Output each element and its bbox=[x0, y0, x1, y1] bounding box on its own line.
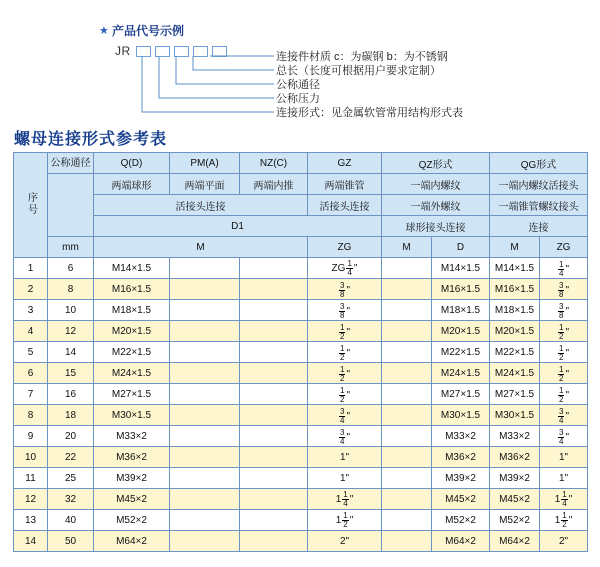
cell-m-q: M30×1.5 bbox=[94, 405, 170, 426]
cell-qz-d: M14×1.5 bbox=[432, 258, 490, 279]
product-code-legend bbox=[0, 0, 600, 120]
cell-qz-d: M36×2 bbox=[432, 447, 490, 468]
cell-m-nz bbox=[240, 510, 308, 531]
cell-zg-gz: 1 $\frac{1}{2}$ " bbox=[308, 510, 382, 531]
cell-m-pm bbox=[170, 258, 240, 279]
cell-qg-m: M20×1.5 bbox=[490, 321, 540, 342]
cell-m-pm bbox=[170, 342, 240, 363]
header-group-desc-4: 一端内螺纹 bbox=[382, 174, 490, 195]
cell-qg-m: M36×2 bbox=[490, 447, 540, 468]
cell-seq: 9 bbox=[14, 426, 48, 447]
cell-qz-m bbox=[382, 300, 432, 321]
header-group-desc-3: 两端锥管 bbox=[308, 174, 382, 195]
legend-item-length: 总长（长度可根据用户要求定制） bbox=[276, 65, 441, 77]
cell-seq: 7 bbox=[14, 384, 48, 405]
header-seq: 序号 bbox=[14, 153, 48, 258]
cell-m-pm bbox=[170, 300, 240, 321]
cell-m-pm bbox=[170, 384, 240, 405]
cell-seq: 11 bbox=[14, 468, 48, 489]
table-row bbox=[14, 363, 588, 384]
cell-m-q: M33×2 bbox=[94, 426, 170, 447]
header-group-desc-1: 两端平面 bbox=[170, 174, 240, 195]
header-unit-m3: M bbox=[490, 237, 540, 258]
header-dn-blank bbox=[48, 174, 94, 237]
cell-qg-m: M64×2 bbox=[490, 531, 540, 552]
cell-m-nz bbox=[240, 447, 308, 468]
cell-qz-m bbox=[382, 489, 432, 510]
cell-qz-m bbox=[382, 258, 432, 279]
cell-dn: 8 bbox=[48, 279, 94, 300]
cell-m-pm bbox=[170, 426, 240, 447]
cell-zg-gz: $\frac{3}{8}$ " bbox=[308, 300, 382, 321]
cell-m-q: M27×1.5 bbox=[94, 384, 170, 405]
table-row bbox=[14, 279, 588, 300]
header-unit-zg1: ZG bbox=[308, 237, 382, 258]
product-code-prefix: JR bbox=[115, 44, 131, 58]
cell-zg-gz: $\frac{1}{2}$ " bbox=[308, 342, 382, 363]
cell-m-nz bbox=[240, 468, 308, 489]
table-row bbox=[14, 447, 588, 468]
cell-dn: 14 bbox=[48, 342, 94, 363]
cell-qg-zg: $\frac{1}{2}$ " bbox=[540, 363, 588, 384]
header-connection: 连接 bbox=[490, 216, 588, 237]
table-row bbox=[14, 300, 588, 321]
header-group-desc-2: 两端内推 bbox=[240, 174, 308, 195]
cell-zg-gz: $\frac{3}{8}$ " bbox=[308, 279, 382, 300]
table-header-row-d1 bbox=[14, 216, 588, 237]
cell-dn: 20 bbox=[48, 426, 94, 447]
cell-qz-m bbox=[382, 510, 432, 531]
cell-m-pm bbox=[170, 405, 240, 426]
table-row bbox=[14, 405, 588, 426]
table-row bbox=[14, 510, 588, 531]
cell-zg-gz: $\frac{3}{4}$ " bbox=[308, 426, 382, 447]
cell-seq: 10 bbox=[14, 447, 48, 468]
table-row bbox=[14, 489, 588, 510]
cell-qz-d: M45×2 bbox=[432, 489, 490, 510]
cell-m-pm bbox=[170, 489, 240, 510]
cell-zg-gz: 1" bbox=[308, 468, 382, 489]
cell-qz-m bbox=[382, 363, 432, 384]
cell-qg-m: M45×2 bbox=[490, 489, 540, 510]
cell-qg-zg: 1" bbox=[540, 468, 588, 489]
cell-zg-gz: 2" bbox=[308, 531, 382, 552]
cell-m-nz bbox=[240, 363, 308, 384]
cell-qg-m: M33×2 bbox=[490, 426, 540, 447]
cell-qg-m: M22×1.5 bbox=[490, 342, 540, 363]
cell-m-q: M64×2 bbox=[94, 531, 170, 552]
cell-qz-m bbox=[382, 426, 432, 447]
table-header-row-desc bbox=[14, 174, 588, 195]
cell-zg-gz: $\frac{1}{2}$ " bbox=[308, 384, 382, 405]
cell-qz-d: M20×1.5 bbox=[432, 321, 490, 342]
cell-m-pm bbox=[170, 510, 240, 531]
cell-qz-m bbox=[382, 468, 432, 489]
page-title: 螺母连接形式参考表 bbox=[14, 131, 168, 148]
cell-qz-d: M30×1.5 bbox=[432, 405, 490, 426]
cell-qg-m: M52×2 bbox=[490, 510, 540, 531]
cell-qg-zg: 1 $\frac{1}{2}$ " bbox=[540, 510, 588, 531]
cell-dn: 32 bbox=[48, 489, 94, 510]
cell-dn: 40 bbox=[48, 510, 94, 531]
header-group-code-4: QZ形式 bbox=[382, 153, 490, 174]
cell-qg-m: M16×1.5 bbox=[490, 279, 540, 300]
cell-qz-d: M16×1.5 bbox=[432, 279, 490, 300]
cell-dn: 16 bbox=[48, 384, 94, 405]
header-conn-external-thread: 一端外螺纹 bbox=[382, 195, 490, 216]
cell-m-nz bbox=[240, 321, 308, 342]
cell-qg-zg: $\frac{3}{4}$ " bbox=[540, 426, 588, 447]
cell-dn: 50 bbox=[48, 531, 94, 552]
cell-dn: 10 bbox=[48, 300, 94, 321]
table-row bbox=[14, 321, 588, 342]
cell-m-q: M22×1.5 bbox=[94, 342, 170, 363]
cell-m-nz bbox=[240, 300, 308, 321]
table-row bbox=[14, 531, 588, 552]
table-header-row-connection bbox=[14, 195, 588, 216]
cell-zg-gz: $\frac{3}{4}$ " bbox=[308, 405, 382, 426]
cell-seq: 6 bbox=[14, 363, 48, 384]
cell-m-q: M16×1.5 bbox=[94, 279, 170, 300]
header-group-code-1: PM(A) bbox=[170, 153, 240, 174]
cell-qz-m bbox=[382, 279, 432, 300]
header-conn-taper-joint: 一端锥管螺纹接头 bbox=[490, 195, 588, 216]
cell-m-nz bbox=[240, 384, 308, 405]
cell-m-pm bbox=[170, 468, 240, 489]
cell-qg-zg: 1" bbox=[540, 447, 588, 468]
cell-dn: 25 bbox=[48, 468, 94, 489]
legend-item-material: 连接件材质 c：为碳钢 b：为不锈钢 bbox=[276, 51, 448, 63]
cell-qz-d: M24×1.5 bbox=[432, 363, 490, 384]
cell-qg-m: M18×1.5 bbox=[490, 300, 540, 321]
cell-m-q: M20×1.5 bbox=[94, 321, 170, 342]
cell-m-pm bbox=[170, 363, 240, 384]
cell-seq: 3 bbox=[14, 300, 48, 321]
header-group-code-3: GZ bbox=[308, 153, 382, 174]
legend-title: 产品代号示例 bbox=[112, 24, 185, 38]
cell-m-nz bbox=[240, 279, 308, 300]
cell-qz-d: M27×1.5 bbox=[432, 384, 490, 405]
cell-m-q: M52×2 bbox=[94, 510, 170, 531]
cell-qz-d: M64×2 bbox=[432, 531, 490, 552]
cell-qg-zg: $\frac{3}{8}$ " bbox=[540, 279, 588, 300]
cell-m-nz bbox=[240, 405, 308, 426]
cell-qg-zg: 2" bbox=[540, 531, 588, 552]
cell-qg-zg: $\frac{1}{4}$ " bbox=[540, 258, 588, 279]
cell-m-nz bbox=[240, 531, 308, 552]
cell-dn: 12 bbox=[48, 321, 94, 342]
cell-dn: 22 bbox=[48, 447, 94, 468]
table-header-row-units bbox=[14, 237, 588, 258]
cell-seq: 14 bbox=[14, 531, 48, 552]
nut-connection-spec-table bbox=[13, 152, 588, 552]
header-group-code-0: Q(D) bbox=[94, 153, 170, 174]
cell-seq: 8 bbox=[14, 405, 48, 426]
spec-table-wrapper bbox=[13, 152, 587, 552]
legend-item-nominal-pressure: 公称压力 bbox=[276, 93, 320, 105]
cell-qz-d: M33×2 bbox=[432, 426, 490, 447]
cell-m-q: M14×1.5 bbox=[94, 258, 170, 279]
table-row bbox=[14, 342, 588, 363]
cell-qg-zg: $\frac{1}{2}$ " bbox=[540, 384, 588, 405]
cell-dn: 18 bbox=[48, 405, 94, 426]
cell-qg-m: M27×1.5 bbox=[490, 384, 540, 405]
cell-m-nz bbox=[240, 426, 308, 447]
cell-m-q: M45×2 bbox=[94, 489, 170, 510]
cell-qg-m: M30×1.5 bbox=[490, 405, 540, 426]
cell-zg-gz: $\frac{1}{2}$ " bbox=[308, 363, 382, 384]
cell-qg-m: M24×1.5 bbox=[490, 363, 540, 384]
cell-qz-m bbox=[382, 405, 432, 426]
cell-qg-zg: $\frac{3}{4}$ " bbox=[540, 405, 588, 426]
cell-qg-zg: 1 $\frac{1}{4}$ " bbox=[540, 489, 588, 510]
cell-seq: 13 bbox=[14, 510, 48, 531]
cell-zg-gz: 1" bbox=[308, 447, 382, 468]
table-row bbox=[14, 426, 588, 447]
cell-qg-zg: $\frac{1}{2}$ " bbox=[540, 321, 588, 342]
cell-dn: 15 bbox=[48, 363, 94, 384]
header-unit-mm: mm bbox=[48, 237, 94, 258]
cell-seq: 4 bbox=[14, 321, 48, 342]
legend-item-connection-type: 连接形式：见金属软管常用结构形式表 bbox=[276, 107, 463, 119]
header-unit-m1: M bbox=[94, 237, 308, 258]
cell-zg-gz: 1 $\frac{1}{4}$ " bbox=[308, 489, 382, 510]
star-icon: ★ bbox=[99, 25, 109, 37]
cell-m-nz bbox=[240, 342, 308, 363]
header-unit-zg2: ZG bbox=[540, 237, 588, 258]
table-row bbox=[14, 468, 588, 489]
cell-m-q: M18×1.5 bbox=[94, 300, 170, 321]
cell-qz-m bbox=[382, 384, 432, 405]
cell-m-pm bbox=[170, 531, 240, 552]
header-group-code-5: QG形式 bbox=[490, 153, 588, 174]
header-group-desc-5: 一端内螺纹活接头 bbox=[490, 174, 588, 195]
header-group-desc-0: 两端球形 bbox=[94, 174, 170, 195]
cell-m-q: M24×1.5 bbox=[94, 363, 170, 384]
legend-item-list bbox=[276, 50, 463, 120]
header-group-code-2: NZ(C) bbox=[240, 153, 308, 174]
cell-zg-gz: $\frac{1}{2}$ " bbox=[308, 321, 382, 342]
cell-qg-m: M39×2 bbox=[490, 468, 540, 489]
cell-m-q: M36×2 bbox=[94, 447, 170, 468]
header-unit-m2: M bbox=[382, 237, 432, 258]
header-conn-union-a: 活接头连接 bbox=[94, 195, 308, 216]
cell-m-pm bbox=[170, 321, 240, 342]
cell-m-nz bbox=[240, 489, 308, 510]
table-row bbox=[14, 384, 588, 405]
cell-qz-m bbox=[382, 531, 432, 552]
table-header-row-codes bbox=[14, 153, 588, 174]
cell-qg-m: M14×1.5 bbox=[490, 258, 540, 279]
cell-dn: 6 bbox=[48, 258, 94, 279]
header-d1: D1 bbox=[94, 216, 382, 237]
cell-m-pm bbox=[170, 447, 240, 468]
cell-m-nz bbox=[240, 258, 308, 279]
cell-seq: 1 bbox=[14, 258, 48, 279]
header-unit-d: D bbox=[432, 237, 490, 258]
cell-qz-m bbox=[382, 447, 432, 468]
cell-qz-d: M52×2 bbox=[432, 510, 490, 531]
header-dn-label: 公称通径 bbox=[48, 153, 94, 174]
header-conn-union-b: 活接头连接 bbox=[308, 195, 382, 216]
header-ball-joint: 球形接头连接 bbox=[382, 216, 490, 237]
cell-seq: 12 bbox=[14, 489, 48, 510]
cell-qz-d: M22×1.5 bbox=[432, 342, 490, 363]
cell-zg-gz: ZG $\frac{1}{4}$ " bbox=[308, 258, 382, 279]
cell-qg-zg: $\frac{3}{8}$ " bbox=[540, 300, 588, 321]
cell-qz-m bbox=[382, 321, 432, 342]
cell-qz-m bbox=[382, 342, 432, 363]
cell-seq: 5 bbox=[14, 342, 48, 363]
legend-item-nominal-diameter: 公称通径 bbox=[276, 79, 320, 91]
cell-qz-d: M39×2 bbox=[432, 468, 490, 489]
cell-qz-d: M18×1.5 bbox=[432, 300, 490, 321]
cell-m-pm bbox=[170, 279, 240, 300]
spec-table-body bbox=[14, 258, 588, 552]
cell-seq: 2 bbox=[14, 279, 48, 300]
table-row bbox=[14, 258, 588, 279]
cell-qg-zg: $\frac{1}{2}$ " bbox=[540, 342, 588, 363]
cell-m-q: M39×2 bbox=[94, 468, 170, 489]
